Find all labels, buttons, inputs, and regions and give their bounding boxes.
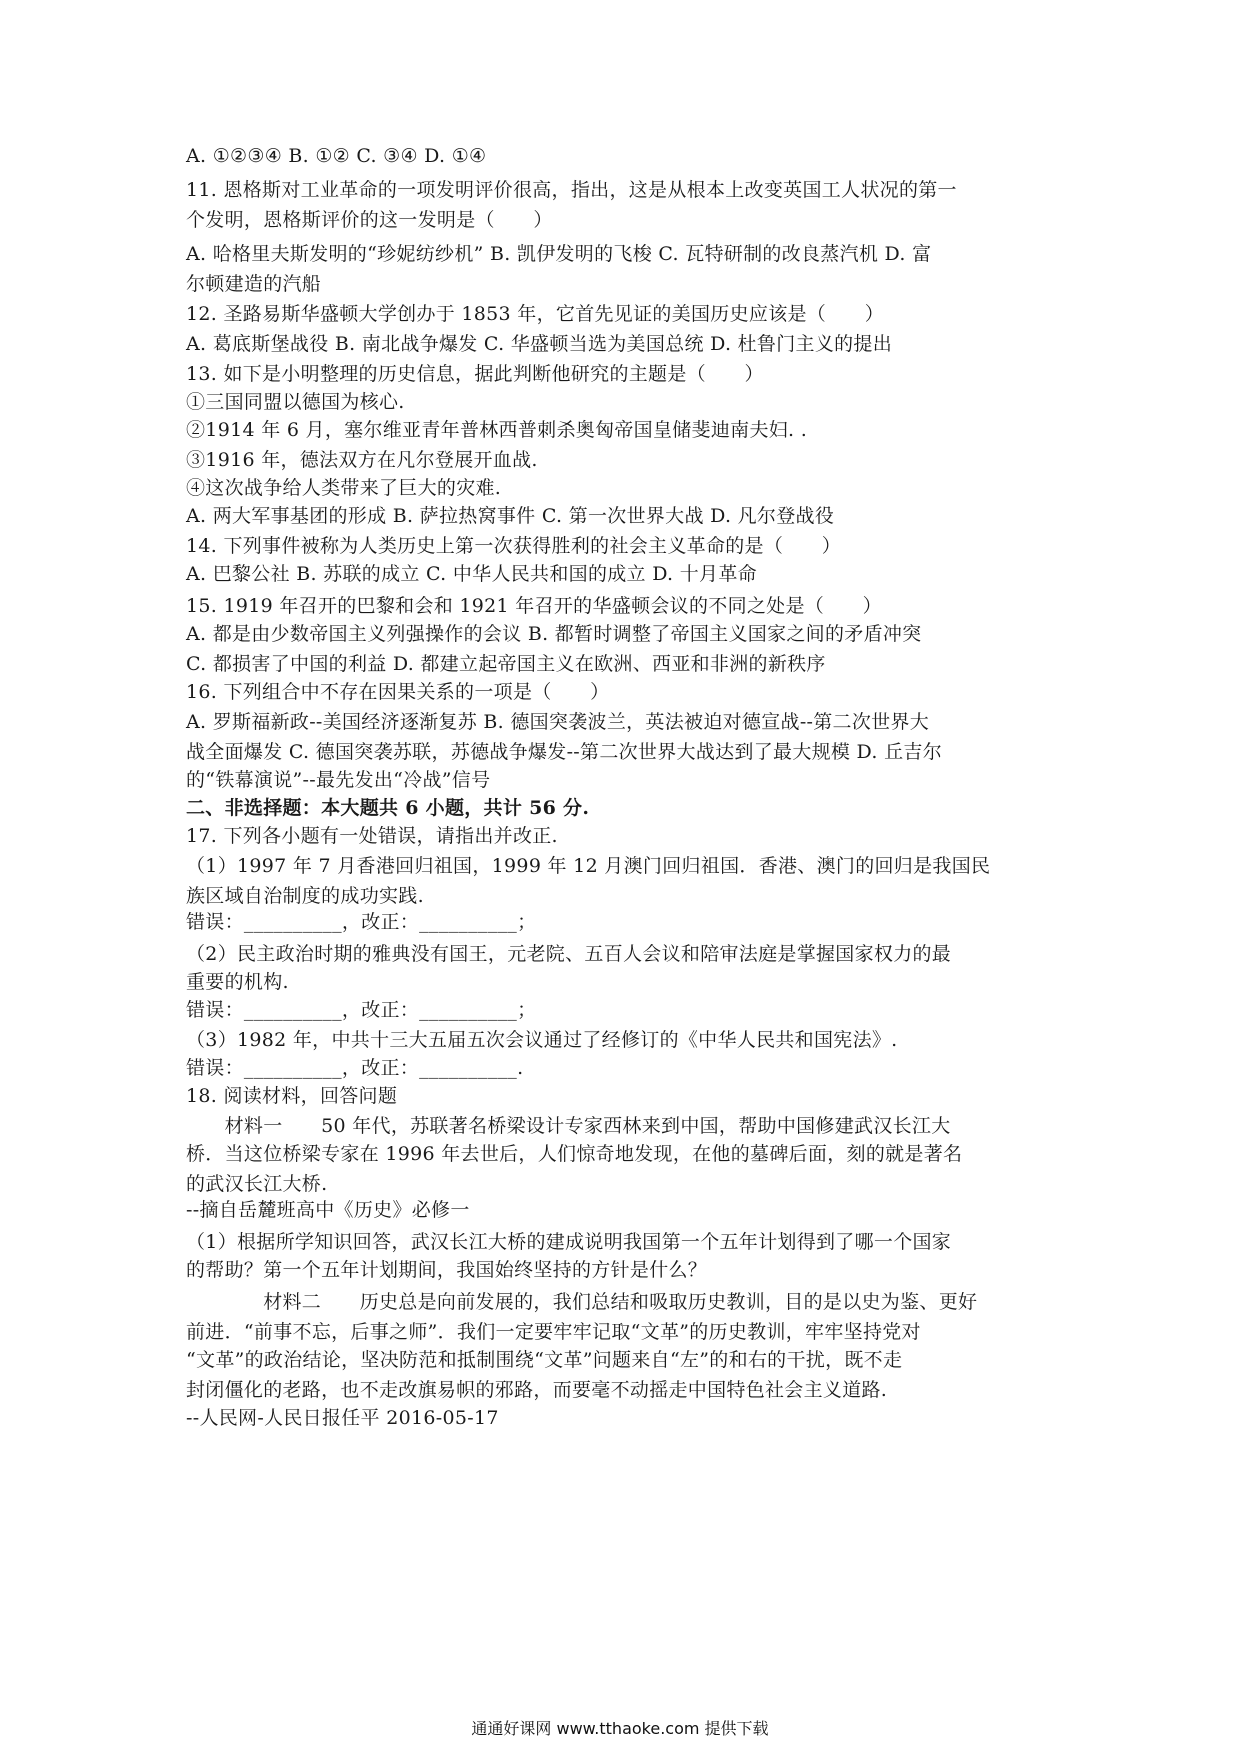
answer-options-12: A. 葛底斯堡战役 B. 南北战争爆发 C. 华盛顿当选为美国总统 D. 杜鲁门主义的提出 [186,333,893,355]
info-item-1: ①三国同盟以德国为核心. [186,391,405,413]
question-13: 13. 如下是小明整理的历史信息，据此判断他研究的主题是（ ） [186,363,764,385]
subquestion-17-1: 族区域自治制度的成功实践. [186,885,424,907]
answer-options-13: A. 两大军事基团的形成 B. 萨拉热窝事件 C. 第一次世界大战 D. 凡尔登战役 [186,505,835,527]
subquestion-18-1: 的帮助？第一个五年计划期间，我国始终坚持的方针是什么？ [186,1259,708,1281]
subquestion-18-1: （1）根据所学知识回答，武汉长江大桥的建成说明我国第一个五年计划得到了哪一个国家 [186,1231,952,1253]
question-11: 个发明，恩格斯评价的这一发明是（ ） [186,209,553,231]
question-16: 16. 下列组合中不存在因果关系的一项是（ ） [186,681,610,703]
question-11: 11. 恩格斯对工业革命的一项发明评价很高，指出，这是从根本上改变英国工人状况的第一 [186,179,957,201]
answer-options-14: A. 巴黎公社 B. 苏联的成立 C. 中华人民共和国的成立 D. 十月革命 [186,563,757,585]
material-2: 前进．“前事不忘，后事之师”．我们一定要牢牢记取“文革”的历史教训，牢牢坚持党对 [186,1321,921,1343]
subquestion-17-2: （2）民主政治时期的雅典没有国王，元老院、五百人会议和陪审法庭是掌握国家权力的最 [186,943,952,965]
material-2: “文革”的政治结论，坚决防范和抵制围绕“文革”问题来自“左”的和右的干扰，既不走 [186,1349,903,1371]
subquestion-17-2: 重要的机构. [186,971,289,993]
answer-options-15: C. 都损害了中国的利益 D. 都建立起帝国主义在欧洲、西亚和非洲的新秩序 [186,653,826,675]
material-1: 桥．当这位桥梁专家在 1996 年去世后，人们惊奇地发现，在他的墓碑后面，刻的就是著名 [186,1143,963,1165]
answer-options-10: A. ①②③④ B. ①② C. ③④ D. ①④ [186,145,487,167]
material-2: 材料二 历史总是向前发展的，我们总结和吸取历史教训，目的是以史为鉴、更好 [186,1291,978,1313]
blank-line-17-3: 错误：__________，改正：__________. [186,1057,524,1079]
material-1-source: --摘自岳麓班高中《历史》必修一 [186,1199,470,1221]
info-item-4: ④这次战争给人类带来了巨大的灾难. [186,477,502,499]
answer-options-15: A. 都是由少数帝国主义列强操作的会议 B. 都暂时调整了帝国主义国家之间的矛盾冲突 [186,623,922,645]
answer-options-11: 尔顿建造的汽船 [186,273,322,295]
question-12: 12. 圣路易斯华盛顿大学创办于 1853 年，它首先见证的美国历史应该是（ ） [186,303,884,325]
material-2-source: --人民网-人民日报任平 2016-05-17 [186,1407,499,1429]
subquestion-17-1: （1）1997 年 7 月香港回归祖国，1999 年 12 月澳门回归祖国．香港、澳门的回归是我国民 [186,855,991,877]
material-2: 封闭僵化的老路，也不走改旗易帜的邪路，而要毫不动摇走中国特色社会主义道路. [186,1379,888,1401]
blank-line-17-1: 错误：__________，改正：__________； [186,911,537,933]
page-footer: 通通好课网 www.tthaoke.com 提供下载 [471,1719,769,1738]
material-1: 材料一 50 年代，苏联著名桥梁设计专家西林来到中国，帮助中国修建武汉长江大 [186,1115,951,1137]
info-item-3: ③1916 年，德法双方在凡尔登展开血战. [186,449,538,471]
answer-options-16: 战全面爆发 C. 德国突袭苏联，苏德战争爆发--第二次世界大战达到了最大规模 D. 丘吉尔 [186,741,942,763]
question-17: 17. 下列各小题有一处错误，请指出并改正. [186,825,558,847]
answer-options-16: A. 罗斯福新政--美国经济逐渐复苏 B. 德国突袭波兰，英法被迫对德宣战--第二次世界大 [186,711,930,733]
blank-line-17-2: 错误：__________，改正：__________； [186,999,537,1021]
question-18: 18. 阅读材料，回答问题 [186,1085,398,1107]
question-14: 14. 下列事件被称为人类历史上第一次获得胜利的社会主义革命的是（ ） [186,535,842,557]
section-heading-2: 二、非选择题：本大题共 6 小题，共计 56 分. [186,797,590,819]
info-item-2: ②1914 年 6 月，塞尔维亚青年普林西普刺杀奥匈帝国皇储斐迪南夫妇. . [186,419,808,441]
subquestion-17-3: （3）1982 年，中共十三大五届五次会议通过了经修订的《中华人民共和国宪法》. [186,1029,898,1051]
answer-options-11: A. 哈格里夫斯发明的“珍妮纺纱机” B. 凯伊发明的飞梭 C. 瓦特研制的改良蒸汽机 D. 富 [186,243,932,265]
question-15: 15. 1919 年召开的巴黎和会和 1921 年召开的华盛顿会议的不同之处是（ ） [186,595,882,617]
answer-options-16: 的“铁幕演说”--最先发出“冷战”信号 [186,769,491,791]
material-1: 的武汉长江大桥. [186,1173,328,1195]
